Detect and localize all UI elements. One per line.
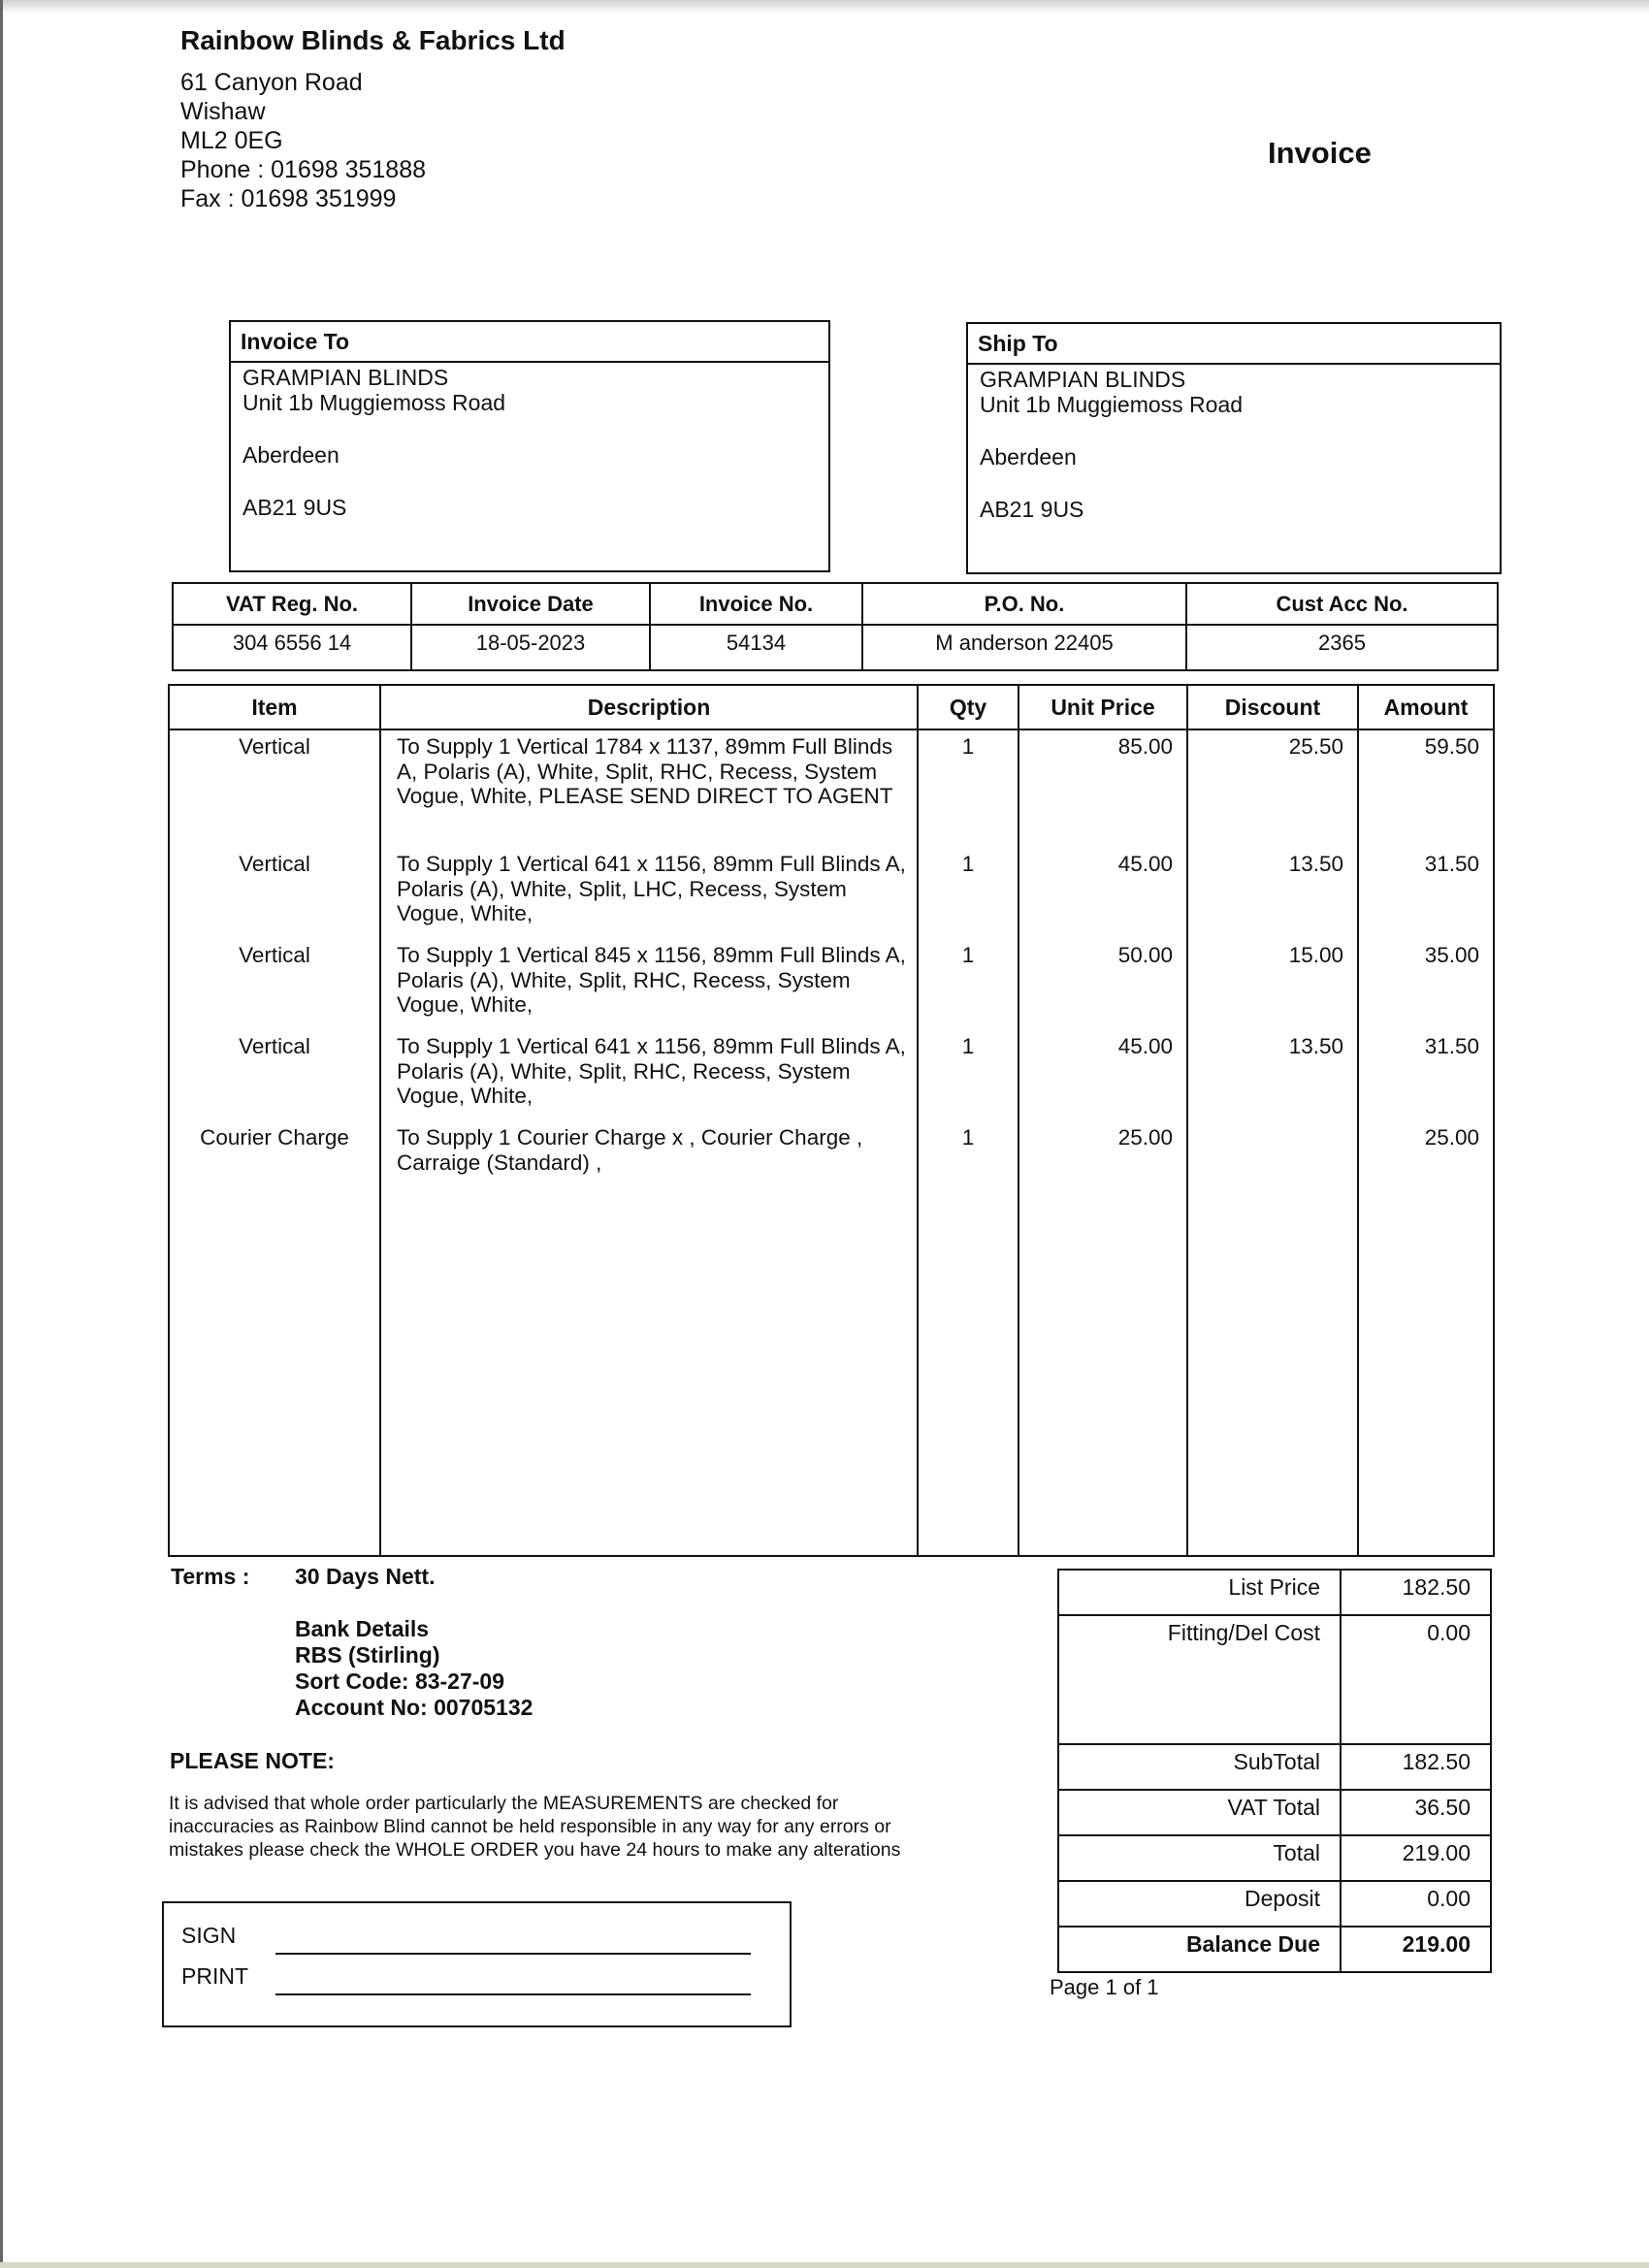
balance-due-label: Balance Due: [1058, 1927, 1341, 1972]
sign-line[interactable]: [275, 1953, 751, 1955]
note-line: It is advised that whole order particularly the MEASUREMENTS are checked for: [169, 1793, 839, 1814]
totals-row-total: [1058, 1835, 1491, 1881]
table-row: [169, 729, 1494, 848]
invoice-to-postcode: AB21 9US: [242, 495, 347, 520]
invoice-meta-table: [172, 582, 1499, 671]
item-discount: 13.50: [1187, 1030, 1358, 1121]
table-filler-row: [169, 1189, 1494, 1556]
item-description: To Supply 1 Vertical 641 x 1156, 89mm Full Blinds A, Polaris (A), White, Split, RHC, Recess, System Vogue, White,: [380, 1030, 918, 1121]
invoice-to-box: [229, 320, 830, 572]
table-row: [169, 1121, 1494, 1189]
table-row: [169, 939, 1494, 1030]
item-name: Vertical: [169, 848, 380, 939]
total-value: 219.00: [1341, 1835, 1491, 1881]
po-no-header: P.O. No.: [862, 583, 1186, 625]
totals-row-fitting: [1058, 1615, 1491, 1744]
item-description: To Supply 1 Courier Charge x , Courier Charge , Carraige (Standard) ,: [380, 1121, 918, 1189]
meta-header-row: [173, 583, 1498, 625]
item-description: To Supply 1 Vertical 845 x 1156, 89mm Full Blinds A, Polaris (A), White, Split, RHC, Recess, System Vogue, White,: [380, 939, 918, 1030]
item-header: Item: [169, 685, 380, 729]
item-amount: 35.00: [1358, 939, 1494, 1030]
bank-details-title: Bank Details: [295, 1616, 430, 1641]
company-phone: Phone : 01698 351888: [180, 156, 427, 183]
table-row: [169, 848, 1494, 939]
totals-row-vat: [1058, 1790, 1491, 1835]
totals-row-balance-due: [1058, 1927, 1491, 1972]
table-row: [169, 1030, 1494, 1121]
cust-acc-header: Cust Acc No.: [1186, 583, 1498, 625]
item-unit-price: 45.00: [1018, 1030, 1187, 1121]
ship-to-name: GRAMPIAN BLINDS: [980, 367, 1186, 392]
item-amount: 31.50: [1358, 848, 1494, 939]
item-qty: 1: [918, 848, 1018, 939]
total-label: Total: [1058, 1835, 1341, 1881]
company-fax: Fax : 01698 351999: [180, 185, 397, 212]
invoice-date-value: 18-05-2023: [411, 625, 650, 670]
note-line: mistakes please check the WHOLE ORDER you have 24 hours to make any alterations: [169, 1839, 901, 1861]
vat-total-label: VAT Total: [1058, 1790, 1341, 1835]
unit-price-header: Unit Price: [1018, 685, 1187, 729]
totals-row-deposit: [1058, 1881, 1491, 1927]
qty-header: Qty: [918, 685, 1018, 729]
item-discount: [1187, 1121, 1358, 1189]
sign-label: SIGN: [181, 1923, 237, 1948]
subtotal-value: 182.50: [1341, 1744, 1491, 1790]
po-no-value: M anderson 22405: [862, 625, 1186, 670]
item-amount: 31.50: [1358, 1030, 1494, 1121]
totals-table: [1057, 1569, 1492, 1973]
print-label: PRINT: [181, 1963, 248, 1989]
totals-row-subtotal: [1058, 1744, 1491, 1790]
company-postcode: ML2 0EG: [180, 127, 283, 154]
item-discount: 13.50: [1187, 848, 1358, 939]
subtotal-label: SubTotal: [1058, 1744, 1341, 1790]
deposit-value: 0.00: [1341, 1881, 1491, 1927]
item-unit-price: 45.00: [1018, 848, 1187, 939]
scan-top-shadow: [0, 0, 1649, 14]
meta-value-row: [173, 625, 1498, 670]
item-unit-price: 85.00: [1018, 729, 1187, 848]
ship-to-street: Unit 1b Muggiemoss Road: [980, 392, 1244, 417]
invoice-no-header: Invoice No.: [650, 583, 862, 625]
item-name: Vertical: [169, 939, 380, 1030]
vat-total-value: 36.50: [1341, 1790, 1491, 1835]
item-discount: 15.00: [1187, 939, 1358, 1030]
ship-to-box: [966, 322, 1502, 574]
invoice-no-value: 54134: [650, 625, 862, 670]
item-discount: 25.50: [1187, 729, 1358, 848]
list-price-label: List Price: [1058, 1570, 1341, 1615]
note-line: inaccuracies as Rainbow Blind cannot be held responsible in any way for any errors or: [169, 1816, 891, 1837]
item-name: Courier Charge: [169, 1121, 380, 1189]
ship-to-postcode: AB21 9US: [980, 497, 1084, 522]
please-note-text: [169, 1792, 1022, 1862]
ship-to-title: Ship To: [968, 324, 1500, 365]
invoice-to-street: Unit 1b Muggiemoss Road: [242, 390, 506, 415]
deposit-label: Deposit: [1058, 1881, 1341, 1927]
company-town: Wishaw: [180, 98, 266, 125]
item-qty: 1: [918, 939, 1018, 1030]
invoice-to-city: Aberdeen: [242, 442, 340, 468]
item-name: Vertical: [169, 729, 380, 848]
page-indicator: Page 1 of 1: [1050, 1975, 1159, 1999]
bank-account-no: Account No: 00705132: [295, 1695, 534, 1720]
item-amount: 59.50: [1358, 729, 1494, 848]
vat-reg-value: 304 6556 14: [173, 625, 411, 670]
item-unit-price: 25.00: [1018, 1121, 1187, 1189]
fitting-cost-label: Fitting/Del Cost: [1058, 1615, 1341, 1744]
vat-reg-header: VAT Reg. No.: [173, 583, 411, 625]
balance-due-value: 219.00: [1341, 1927, 1491, 1972]
invoice-to-name: GRAMPIAN BLINDS: [242, 365, 449, 390]
item-amount: 25.00: [1358, 1121, 1494, 1189]
item-description: To Supply 1 Vertical 641 x 1156, 89mm Full Blinds A, Polaris (A), White, Split, LHC, Recess, System Vogue, White,: [380, 848, 918, 939]
scan-bottom-edge: [0, 2262, 1649, 2268]
amount-header: Amount: [1358, 685, 1494, 729]
list-price-value: 182.50: [1341, 1570, 1491, 1615]
signature-box: [162, 1901, 792, 2027]
document-title: Invoice: [1268, 136, 1372, 170]
description-header: Description: [380, 685, 918, 729]
line-items-table: [168, 684, 1495, 1557]
bank-details: [295, 1616, 533, 1721]
ship-to-city: Aberdeen: [980, 444, 1077, 470]
item-name: Vertical: [169, 1030, 380, 1121]
invoice-date-header: Invoice Date: [411, 583, 650, 625]
invoice-to-title: Invoice To: [231, 322, 828, 363]
company-address: [180, 68, 426, 213]
item-unit-price: 50.00: [1018, 939, 1187, 1030]
terms-label: Terms :: [171, 1564, 250, 1589]
totals-row-list-price: [1058, 1570, 1491, 1615]
bank-sort-code: Sort Code: 83-27-09: [295, 1669, 505, 1694]
company-name: Rainbow Blinds & Fabrics Ltd: [180, 25, 566, 55]
please-note-title: PLEASE NOTE:: [170, 1748, 335, 1773]
scan-left-edge: [0, 0, 3, 2268]
item-qty: 1: [918, 729, 1018, 848]
item-qty: 1: [918, 1121, 1018, 1189]
fitting-cost-value: 0.00: [1341, 1615, 1491, 1744]
item-qty: 1: [918, 1030, 1018, 1121]
print-line[interactable]: [275, 1993, 751, 1995]
bank-name: RBS (Stirling): [295, 1642, 440, 1668]
terms-value: 30 Days Nett.: [295, 1564, 436, 1589]
company-street: 61 Canyon Road: [180, 69, 363, 96]
cust-acc-value: 2365: [1186, 625, 1498, 670]
item-description: To Supply 1 Vertical 1784 x 1137, 89mm Full Blinds A, Polaris (A), White, Split, RHC, Recess, System Vogue, White, PLEASE SEND DIRECT TO AGENT: [380, 729, 918, 848]
discount-header: Discount: [1187, 685, 1358, 729]
items-header-row: [169, 685, 1494, 729]
